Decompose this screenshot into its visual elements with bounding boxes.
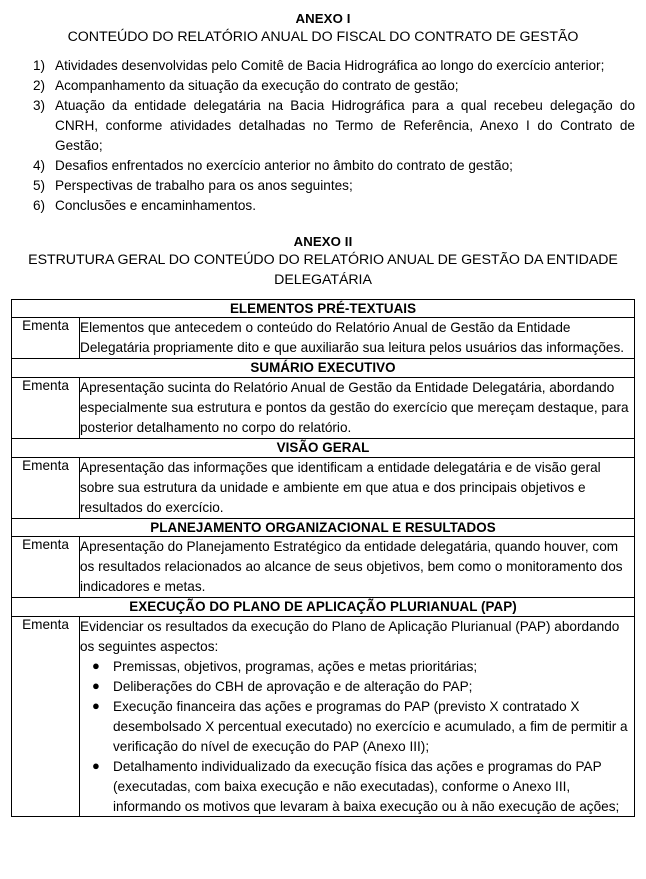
section-heading: SUMÁRIO EXECUTIVO — [12, 359, 635, 378]
list-item — [0, 156, 646, 176]
list-item-marker: 6) — [33, 198, 46, 214]
list-item — [0, 96, 646, 156]
section-heading: EXECUÇÃO DO PLANO DE APLICAÇÃO PLURIANUAL (PAP) — [12, 598, 635, 617]
ementa-body — [80, 537, 635, 598]
ementa-body — [80, 378, 635, 439]
list-item-marker: 4) — [33, 158, 46, 174]
structure-table — [11, 299, 635, 818]
section-heading: PLANEJAMENTO ORGANIZACIONAL E RESULTADOS — [12, 518, 635, 537]
list-item — [0, 196, 646, 216]
list-item-text: Detalhamento individualizado da execução física das ações e programas do PAP (executadas, com baixa execução e não executadas), conforme o Anexo III, informando os motivos que levaram à baixa execução ou à não execução de ações; — [113, 758, 620, 814]
list-item-marker: 3) — [33, 98, 46, 114]
table-row — [12, 438, 635, 457]
ementa-label: Ementa — [12, 318, 80, 359]
ementa-text: Evidenciar os resultados da execução do Plano de Aplicação Plurianual (PAP) abordando os seguintes aspectos: — [80, 618, 620, 654]
ementa-body — [80, 457, 635, 518]
section-heading: VISÃO GERAL — [12, 438, 635, 457]
anexo-1-section — [0, 0, 646, 216]
list-item-text: Execução financeira das ações e programas do PAP (previsto X contratado X desembolsado X percentual executado) no exercício e acumulado, a fim de permitir a verificação do nível de execução do PAP (Anexo III); — [113, 698, 628, 754]
ementa-body — [80, 318, 635, 359]
list-item-text: Acompanhamento da situação da execução do contrato de gestão; — [55, 78, 459, 94]
ementa-label: Ementa — [12, 616, 80, 817]
table-row — [12, 359, 635, 378]
list-item — [80, 697, 634, 757]
ementa-text: Apresentação sucinta do Relatório Anual de Gestão da Entidade Delegatária, abordando especialmente sua estrutura e pontos da gestão do exercício que mereçam destaque, para posterior detalhamento no corpo do relatório. — [80, 380, 629, 435]
table-row — [12, 457, 635, 518]
anexo-1-list — [0, 56, 646, 216]
bullet-icon: ● — [92, 678, 100, 694]
list-item — [80, 677, 634, 697]
list-item — [0, 76, 646, 96]
list-item — [80, 757, 634, 817]
ementa-label: Ementa — [12, 537, 80, 598]
list-item — [80, 657, 634, 677]
anexo-1-title: ANEXO I — [295, 11, 351, 26]
list-item-marker: 5) — [33, 178, 46, 194]
list-item — [0, 56, 646, 76]
anexo-2-subtitle: ESTRUTURA GERAL DO CONTEÚDO DO RELATÓRIO ANUAL DE GESTÃO DA ENTIDADE DELEGATÁRIA — [28, 252, 618, 288]
table-row — [12, 537, 635, 598]
list-item-text: Atividades desenvolvidas pelo Comitê de Bacia Hidrográfica ao longo do exercício anterior; — [55, 58, 605, 74]
list-item-text: Conclusões e encaminhamentos. — [55, 198, 256, 214]
table-row — [12, 518, 635, 537]
list-item-marker: 2) — [33, 78, 46, 94]
list-item-text: Atuação da entidade delegatária na Bacia Hidrográfica para a qual recebeu delegação do CNRH, conforme atividades detalhadas no Termo de Referência, Anexo I do Contrato de Gestão; — [55, 98, 635, 154]
anexo-2-section — [0, 216, 646, 817]
list-item-text: Perspectivas de trabalho para os anos seguintes; — [55, 178, 353, 194]
ementa-label: Ementa — [12, 457, 80, 518]
ementa-text: Apresentação das informações que identificam a entidade delegatária e de visão geral sobre sua estrutura da unidade e ambiente em que atua e dos principais objetivos e resultados do exercício. — [80, 459, 601, 515]
ementa-text: Elementos que antecedem o conteúdo do Relatório Anual de Gestão da Entidade Delegatária propriamente dito e que auxiliarão sua leitura pelos usuários das informações. — [80, 320, 625, 356]
table-row — [12, 616, 635, 817]
bullet-icon: ● — [92, 658, 100, 674]
table-row — [12, 378, 635, 439]
section-heading: ELEMENTOS PRÉ-TEXTUAIS — [12, 299, 635, 318]
ementa-label: Ementa — [12, 378, 80, 439]
list-item — [0, 176, 646, 196]
bullet-icon: ● — [92, 758, 100, 774]
anexo-1-subtitle: CONTEÚDO DO RELATÓRIO ANUAL DO FISCAL DO CONTRATO DE GESTÃO — [67, 29, 579, 46]
ementa-text: Apresentação do Planejamento Estratégico da entidade delegatária, quando houver, com os resultados relacionados ao alcance de seus objetivos, bem como o monitoramento dos indicadores e metas. — [80, 539, 623, 595]
anexo-2-title: ANEXO II — [293, 234, 353, 250]
list-item-text: Premissas, objetivos, programas, ações e metas prioritárias; — [113, 658, 478, 674]
list-item-marker: 1) — [33, 58, 46, 74]
table-row — [12, 299, 635, 318]
bullet-icon: ● — [92, 698, 100, 714]
ementa-body — [80, 616, 635, 817]
list-item-text: Deliberações do CBH de aprovação e de alteração do PAP; — [113, 678, 473, 694]
table-row — [12, 598, 635, 617]
ementa-bullet-list — [80, 657, 634, 817]
table-row — [12, 318, 635, 359]
list-item-text: Desafios enfrentados no exercício anterior no âmbito do contrato de gestão; — [55, 158, 513, 174]
